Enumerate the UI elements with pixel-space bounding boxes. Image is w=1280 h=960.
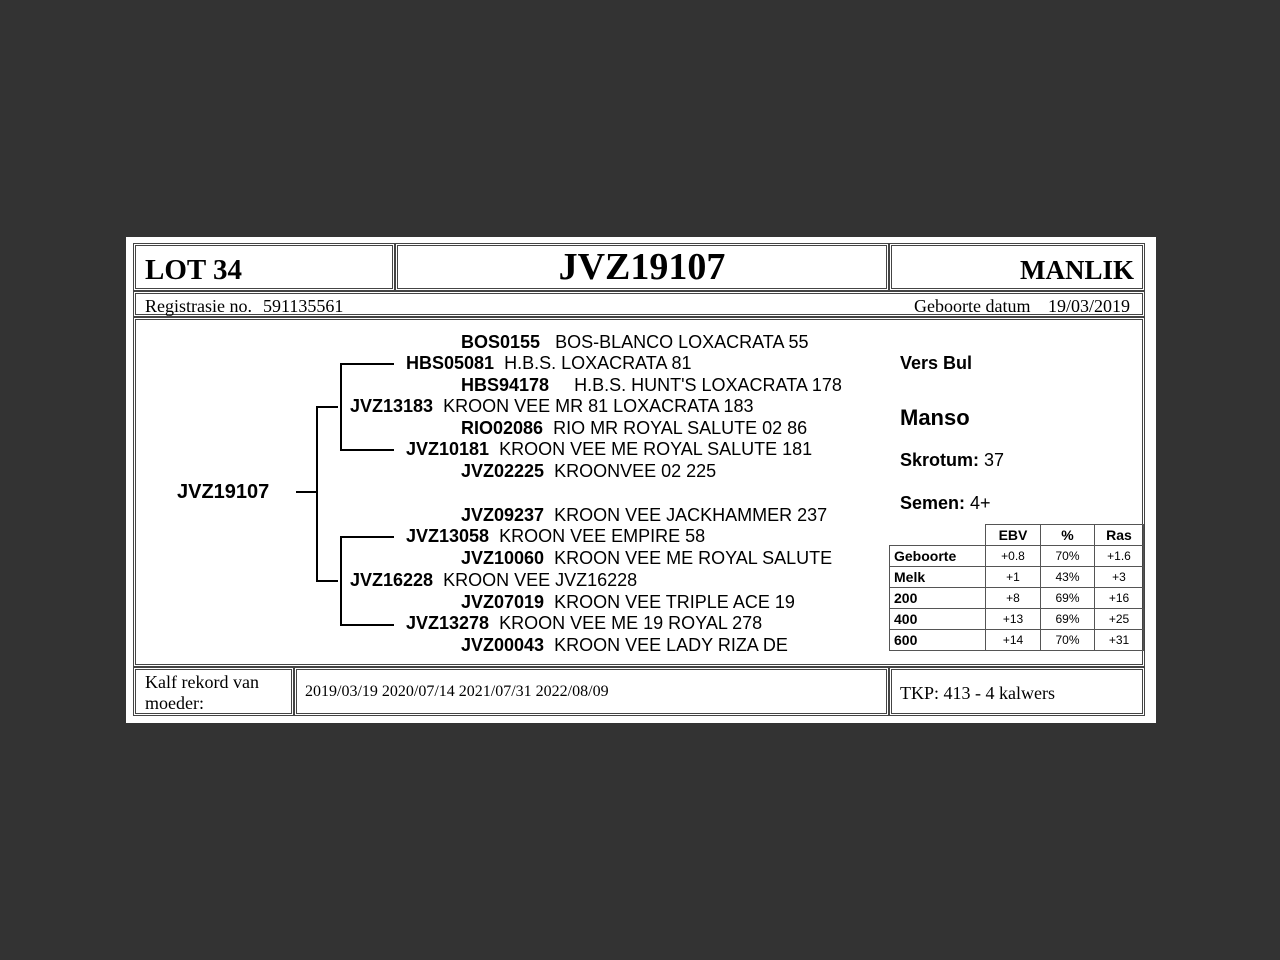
ebv-table xyxy=(889,524,1144,651)
skrotum-label: Skrotum: xyxy=(900,450,980,470)
ebv-accuracy: 69% xyxy=(1041,588,1095,609)
ebv-accuracy: 70% xyxy=(1041,546,1095,567)
ebv-value: +13 xyxy=(986,609,1041,630)
tkp-box xyxy=(889,667,1145,716)
calf-record-label-box xyxy=(133,667,294,716)
sex-label: MANLIK xyxy=(1020,255,1134,285)
lot-number: LOT 34 xyxy=(145,254,242,286)
pedigree-dam-sire-sire: JVZ09237 KROON VEE JACKHAMMER 237 xyxy=(461,505,828,525)
ebv-row-melk xyxy=(890,567,1144,588)
lot-box xyxy=(133,243,395,291)
tree-connector xyxy=(340,624,394,626)
ebv-accuracy: 69% xyxy=(1041,609,1095,630)
tree-connector xyxy=(340,363,394,365)
pedigree-dam-sire: JVZ13058 KROON VEE EMPIRE 58 xyxy=(406,526,706,546)
pedigree-sire: JVZ13183 KROON VEE MR 81 LOXACRATA 183 xyxy=(350,396,754,416)
ebv-accuracy: 43% xyxy=(1041,567,1095,588)
ebv-row-200 xyxy=(890,588,1144,609)
birth-date-value: 19/03/2019 xyxy=(1048,296,1131,316)
tree-connector xyxy=(316,580,338,582)
tree-connector xyxy=(296,491,316,493)
tree-connector xyxy=(340,363,342,449)
ebv-row-geboorte xyxy=(890,546,1144,567)
ebv-value: +14 xyxy=(986,630,1041,651)
pedigree-dam-sire-dam: JVZ10060 KROON VEE ME ROYAL SALUTE xyxy=(461,548,833,568)
tree-connector xyxy=(340,536,394,538)
ebv-breed-avg: +3 xyxy=(1095,567,1144,588)
ebv-value: +8 xyxy=(986,588,1041,609)
tree-connector xyxy=(340,536,342,624)
animal-id-box xyxy=(395,243,889,291)
ebv-row-400 xyxy=(890,609,1144,630)
registration-label: Registrasie no. xyxy=(145,296,252,316)
ebv-row-600 xyxy=(890,630,1144,651)
semen-info xyxy=(900,493,991,514)
ebv-row-label: Geboorte xyxy=(890,546,986,567)
calf-record-label: Kalf rekord van moeder: xyxy=(145,672,259,713)
pedigree-dam-dam-sire: JVZ07019 KROON VEE TRIPLE ACE 19 xyxy=(461,592,795,612)
tree-connector xyxy=(340,449,394,451)
tree-connector xyxy=(316,406,318,580)
pedigree-dam-dam-dam: JVZ00043 KROON VEE LADY RIZA DE xyxy=(461,635,788,655)
pedigree-animal: JVZ19107 xyxy=(177,481,270,503)
ebv-breed-avg: +16 xyxy=(1095,588,1144,609)
pedigree-dam-dam: JVZ13278 KROON VEE ME 19 ROYAL 278 xyxy=(406,613,763,633)
ebv-accuracy: 70% xyxy=(1041,630,1095,651)
animal-id-title: JVZ19107 xyxy=(558,246,726,288)
skrotum-info xyxy=(900,450,1004,471)
tree-connector xyxy=(316,406,338,408)
skrotum-value: 37 xyxy=(984,450,1005,470)
pedigree-sire-sire-sire: BOS0155 BOS-BLANCO LOXACRATA 55 xyxy=(461,332,809,352)
ebv-header-pct: % xyxy=(1041,525,1095,546)
semen-value: 4+ xyxy=(970,493,991,513)
ebv-row-label: 400 xyxy=(890,609,986,630)
animal-name: Manso xyxy=(900,405,970,430)
tkp-text: TKP: 413 - 4 kalwers xyxy=(900,683,1055,703)
registration-number: 591135561 xyxy=(263,296,344,316)
pedigree-sire-sire: HBS05081 H.B.S. LOXACRATA 81 xyxy=(406,353,692,373)
ebv-breed-avg: +1.6 xyxy=(1095,546,1144,567)
pedigree-sire-dam: JVZ10181 KROON VEE ME ROYAL SALUTE 181 xyxy=(406,439,813,459)
animal-type: Vers Bul xyxy=(900,353,973,373)
pedigree-sire-dam-sire: RIO02086 RIO MR ROYAL SALUTE 02 86 xyxy=(461,418,808,438)
pedigree-sire-dam-dam: JVZ02225 KROONVEE 02 225 xyxy=(461,461,717,481)
birth-date-label: Geboorte datum xyxy=(914,296,1031,316)
semen-label: Semen: xyxy=(900,493,966,513)
pedigree-sire-sire-dam: HBS94178 H.B.S. HUNT'S LOXACRATA 178 xyxy=(461,375,842,395)
lot-card xyxy=(126,237,1156,723)
ebv-value: +0.8 xyxy=(986,546,1041,567)
ebv-row-label: Melk xyxy=(890,567,986,588)
ebv-row-label: 200 xyxy=(890,588,986,609)
calf-record-dates: 2019/03/19 2020/07/14 2021/07/31 2022/08/09 xyxy=(305,683,609,700)
ebv-breed-avg: +31 xyxy=(1095,630,1144,651)
sex-box xyxy=(889,243,1145,291)
ebv-header-row xyxy=(890,525,1144,546)
pedigree-dam: JVZ16228 KROON VEE JVZ16228 xyxy=(350,570,638,590)
ebv-value: +1 xyxy=(986,567,1041,588)
calf-record-dates-box xyxy=(294,667,889,716)
ebv-row-label: 600 xyxy=(890,630,986,651)
registration-row xyxy=(133,291,1145,317)
ebv-header-ebv: EBV xyxy=(986,525,1041,546)
ebv-breed-avg: +25 xyxy=(1095,609,1144,630)
ebv-header-ras: Ras xyxy=(1095,525,1144,546)
